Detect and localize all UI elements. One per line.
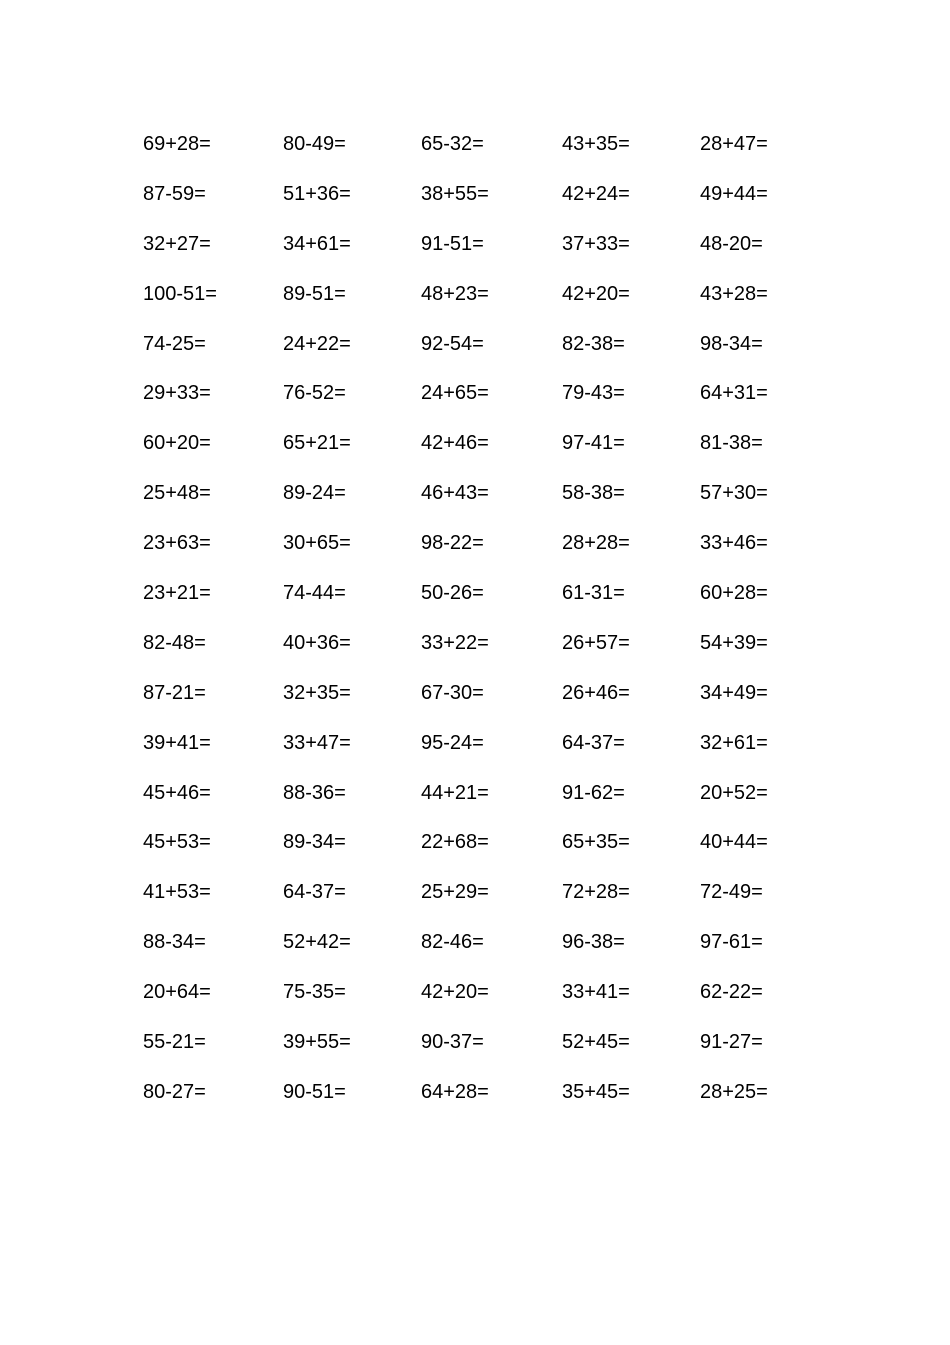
problem-row (143, 779, 843, 829)
math-problem: 61-31= (562, 582, 625, 605)
math-problem: 91-51= (421, 232, 484, 255)
math-problem: 80-27= (143, 1080, 206, 1103)
problem-row (143, 330, 843, 380)
math-problem: 51+36= (283, 182, 351, 205)
math-problem: 33+22= (421, 631, 489, 654)
math-problem: 64+31= (700, 382, 768, 405)
math-problem: 49+44= (700, 182, 768, 205)
problem-row (143, 429, 843, 479)
math-problem: 45+53= (143, 831, 211, 854)
math-problem: 69+28= (143, 133, 211, 155)
math-problem: 89-34= (283, 831, 346, 854)
problem-row (143, 878, 843, 928)
problem-row (143, 130, 843, 180)
problem-row (143, 828, 843, 878)
math-problem: 50-26= (421, 582, 484, 605)
math-problem: 91-27= (700, 1031, 763, 1054)
math-problem: 23+21= (143, 582, 211, 605)
math-problem: 60+28= (700, 582, 768, 605)
arithmetic-worksheet (143, 130, 843, 1128)
math-problem: 42+24= (562, 182, 630, 205)
math-problem: 90-51= (283, 1080, 346, 1103)
math-problem: 98-22= (421, 532, 484, 555)
problem-row (143, 1078, 843, 1128)
math-problem: 90-37= (421, 1031, 484, 1054)
math-problem: 58-38= (562, 482, 625, 505)
math-problem: 82-48= (143, 631, 206, 654)
problem-row (143, 529, 843, 579)
problem-row (143, 928, 843, 978)
math-problem: 34+61= (283, 232, 351, 255)
math-problem: 42+20= (421, 981, 489, 1004)
math-problem: 32+27= (143, 232, 211, 255)
math-problem: 48-20= (700, 232, 763, 255)
math-problem: 20+52= (700, 781, 768, 804)
math-problem: 88-34= (143, 931, 206, 954)
math-problem: 97-61= (700, 931, 763, 954)
math-problem: 44+21= (421, 781, 489, 804)
math-problem: 64+28= (421, 1080, 489, 1103)
math-problem: 48+23= (421, 282, 489, 305)
math-problem: 40+36= (283, 631, 351, 654)
math-problem: 42+46= (421, 432, 489, 455)
math-problem: 89-51= (283, 282, 346, 305)
math-problem: 22+68= (421, 831, 489, 854)
math-problem: 74-25= (143, 332, 206, 355)
math-problem: 20+64= (143, 981, 211, 1004)
math-problem: 35+45= (562, 1080, 630, 1103)
math-problem: 89-24= (283, 482, 346, 505)
math-problem: 39+41= (143, 731, 211, 754)
math-problem: 45+46= (143, 781, 211, 804)
math-problem: 25+29= (421, 881, 489, 904)
problem-row (143, 1028, 843, 1078)
math-problem: 62-22= (700, 981, 763, 1004)
math-problem: 88-36= (283, 781, 346, 804)
math-problem: 39+55= (283, 1031, 351, 1054)
math-problem: 96-38= (562, 931, 625, 954)
math-problem: 24+65= (421, 382, 489, 405)
problem-row (143, 629, 843, 679)
math-problem: 79-43= (562, 382, 625, 405)
math-problem: 82-38= (562, 332, 625, 355)
math-problem: 37+33= (562, 232, 630, 255)
math-problem: 80-49= (283, 133, 346, 155)
math-problem: 72+28= (562, 881, 630, 904)
math-problem: 100-51= (143, 282, 217, 305)
math-problem: 40+44= (700, 831, 768, 854)
math-problem: 98-34= (700, 332, 763, 355)
math-problem: 41+53= (143, 881, 211, 904)
math-problem: 28+25= (700, 1080, 768, 1103)
math-problem: 30+65= (283, 532, 351, 555)
math-problem: 64-37= (283, 881, 346, 904)
math-problem: 32+35= (283, 681, 351, 704)
math-problem: 87-59= (143, 182, 206, 205)
math-problem: 52+42= (283, 931, 351, 954)
math-problem: 87-21= (143, 681, 206, 704)
math-problem: 28+28= (562, 532, 630, 555)
math-problem: 65+35= (562, 831, 630, 854)
math-problem: 75-35= (283, 981, 346, 1004)
problem-row (143, 230, 843, 280)
math-problem: 64-37= (562, 731, 625, 754)
problem-row (143, 180, 843, 230)
math-problem: 57+30= (700, 482, 768, 505)
math-problem: 65-32= (421, 133, 484, 155)
math-problem: 33+41= (562, 981, 630, 1004)
math-problem: 43+28= (700, 282, 768, 305)
math-problem: 26+46= (562, 681, 630, 704)
math-problem: 38+55= (421, 182, 489, 205)
math-problem: 82-46= (421, 931, 484, 954)
math-problem: 34+49= (700, 681, 768, 704)
math-problem: 60+20= (143, 432, 211, 455)
problem-row (143, 379, 843, 429)
math-problem: 26+57= (562, 631, 630, 654)
math-problem: 42+20= (562, 282, 630, 305)
math-problem: 33+46= (700, 532, 768, 555)
math-problem: 28+47= (700, 133, 768, 155)
math-problem: 95-24= (421, 731, 484, 754)
math-problem: 54+39= (700, 631, 768, 654)
math-problem: 74-44= (283, 582, 346, 605)
math-problem: 29+33= (143, 382, 211, 405)
problem-row (143, 978, 843, 1028)
problem-row (143, 479, 843, 529)
math-problem: 46+43= (421, 482, 489, 505)
math-problem: 43+35= (562, 133, 630, 155)
math-problem: 92-54= (421, 332, 484, 355)
problem-row (143, 280, 843, 330)
math-problem: 52+45= (562, 1031, 630, 1054)
math-problem: 55-21= (143, 1031, 206, 1054)
math-problem: 72-49= (700, 881, 763, 904)
math-problem: 91-62= (562, 781, 625, 804)
problem-row (143, 729, 843, 779)
math-problem: 67-30= (421, 681, 484, 704)
math-problem: 25+48= (143, 482, 211, 505)
math-problem: 81-38= (700, 432, 763, 455)
problem-row (143, 579, 843, 629)
math-problem: 23+63= (143, 532, 211, 555)
math-problem: 76-52= (283, 382, 346, 405)
math-problem: 24+22= (283, 332, 351, 355)
problem-row (143, 679, 843, 729)
math-problem: 65+21= (283, 432, 351, 455)
math-problem: 32+61= (700, 731, 768, 754)
math-problem: 97-41= (562, 432, 625, 455)
math-problem: 33+47= (283, 731, 351, 754)
